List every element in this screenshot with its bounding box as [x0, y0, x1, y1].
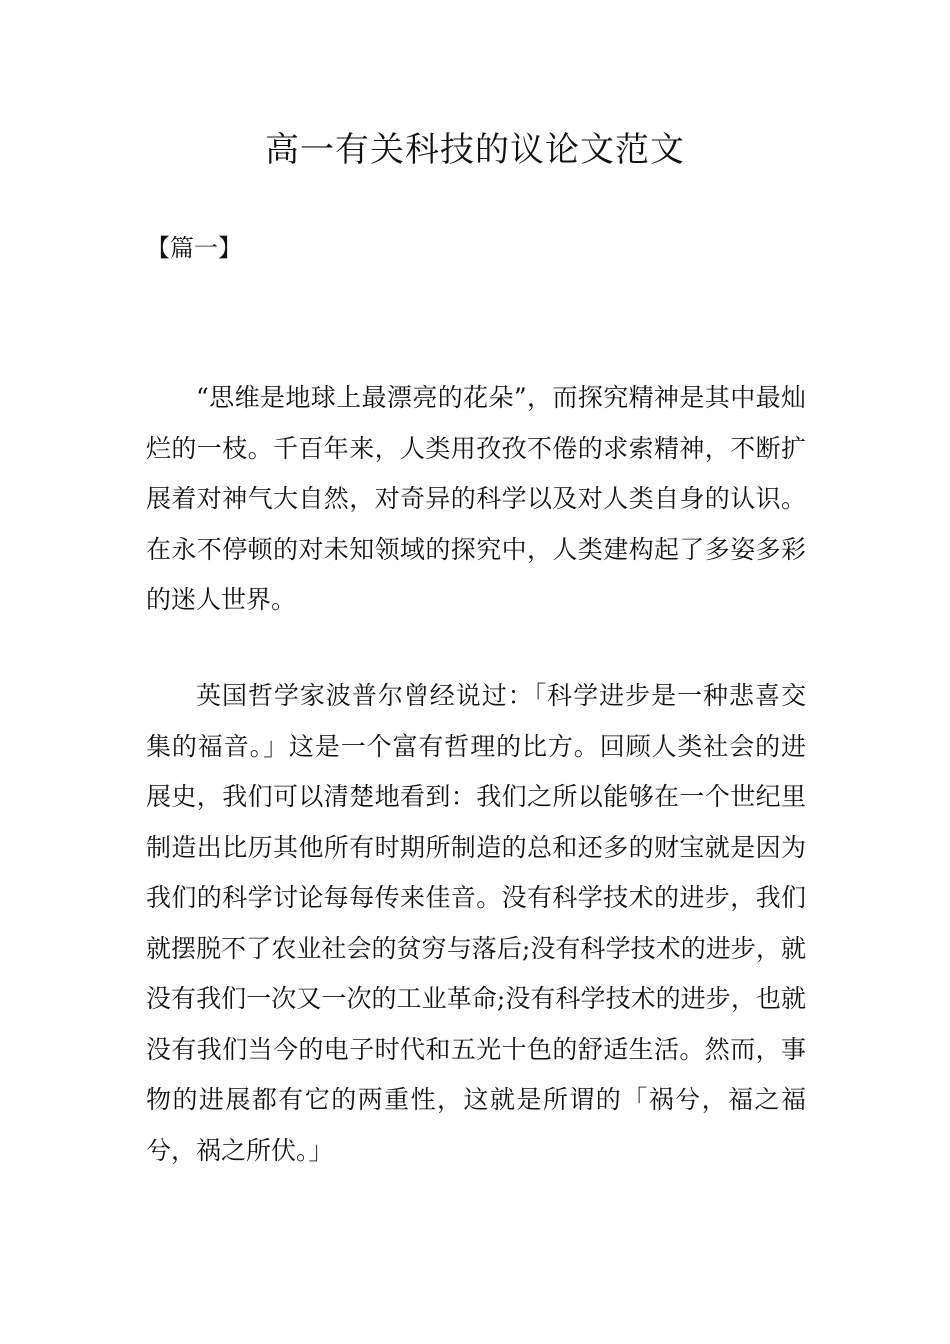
- section-label: 【篇一】: [146, 234, 242, 262]
- document-title: 高一有关科技的议论文范文: [265, 130, 685, 170]
- paragraph-1: “思维是地球上最漂亮的花朵”，而探究精神是其中最灿烂的一枝。千百年来，人类用孜孜不倦的求索精神，不断扩展着对神气大自然，对奇异的科学以及对人类自身的认识。在永不停顿的对未知领域的探究中，人类建构起了多姿多彩的迷人世界。: [146, 383, 806, 614]
- paragraph-2: 英国哲学家波普尔曾经说过：「科学进步是一种悲喜交集的福音。」这是一个富有哲理的比方。回顾人类社会的进展史，我们可以清楚地看到：我们之所以能够在一个世纪里制造出比历其他所有时期所制造的总和还多的财宝就是因为我们的科学讨论每每传来佳音。没有科学技术的进步，我们就摆脱不了农业社会的贫穷与落后;没有科学技术的进步，就没有我们一次又一次的工业革命;没有科学技术的进步，也就没有我们当今的电子时代和五光十色的舒适生活。然而，事物的进展都有它的两重性，这就是所谓的「祸兮，福之福兮，祸之所伏。」: [146, 681, 806, 1165]
